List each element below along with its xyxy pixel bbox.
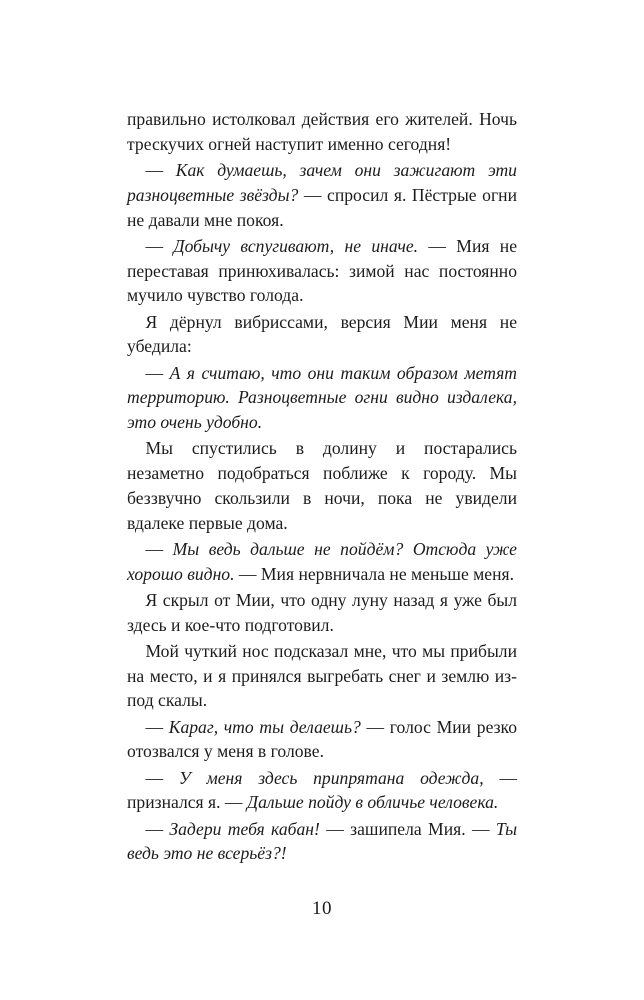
- italic-speech: Задери тебя кабан!: [169, 818, 320, 839]
- text-run: — голос Мии резко отозвался у меня в голове.: [127, 716, 517, 762]
- italic-speech: Мы ведь дальше не пойдём? Отсюда уже хорошо видно.: [127, 538, 517, 584]
- text-run: —: [145, 818, 170, 839]
- text-run: Я дёрнул вибриссами, версия Мии меня не убедила:: [127, 311, 517, 357]
- text-run: Мой чуткий нос подсказал мне, что мы прибыли на место, и я принялся выгребать снег и землю из-под скалы.: [127, 640, 517, 711]
- paragraph: [127, 234, 517, 308]
- text-run: —: [145, 538, 173, 559]
- paragraph: [127, 639, 517, 713]
- text-run: —: [145, 716, 169, 737]
- page-number: 10: [312, 898, 332, 919]
- page-text: [127, 107, 517, 868]
- paragraph: [127, 107, 517, 157]
- paragraph: [127, 588, 517, 638]
- text-run: —: [145, 235, 174, 256]
- paragraph: [127, 436, 517, 535]
- text-run: —: [145, 767, 179, 788]
- paragraph: [127, 310, 517, 360]
- italic-speech: Ты ведь это не всерьёз?!: [127, 818, 517, 864]
- italic-speech: Дальше пойду в обличье человека.: [246, 792, 499, 813]
- text-run: —: [145, 362, 170, 383]
- paragraph: [127, 766, 517, 816]
- text-run: правильно истолковал действия его жителей. Ночь трескучих огней наступит именно сегодня!: [127, 109, 517, 154]
- text-run: — зашипела Мия. —: [319, 818, 496, 839]
- italic-speech: Добычу вспугивают, не иначе.: [173, 235, 419, 256]
- italic-speech: Как думаешь, зачем они зажигают эти разноцветные звёзды?: [127, 160, 517, 205]
- text-run: — Мия нервничала не меньше меня.: [234, 563, 515, 584]
- paragraph: [127, 537, 517, 587]
- text-run: —: [145, 160, 176, 180]
- text-run: — Мия не переставая принюхивалась: зимой нас постоянно мучило чувство голода.: [127, 235, 517, 306]
- paragraph: [127, 361, 517, 435]
- text-run: Мы спустились в долину и постарались незаметно подобраться поближе к городу. Мы беззвучно скользили в ночи, пока не увидели вдалеке первые дома.: [127, 438, 517, 533]
- italic-speech: А я считаю, что они таким образом метят территорию. Разноцветные огни видно издалека, это очень удобно.: [127, 362, 517, 432]
- italic-speech: Караг, что ты делаешь?: [168, 716, 361, 737]
- paragraph: [127, 158, 517, 232]
- italic-speech: У меня здесь припрятана одежда,: [178, 767, 484, 788]
- text-run: — признался я. —: [127, 767, 518, 813]
- paragraph: [127, 715, 517, 765]
- paragraph: [127, 817, 517, 867]
- text-run: — спросил я. Пёстрые огни не давали мне покоя.: [127, 184, 517, 230]
- text-run: Я скрыл от Мии, что одну луну назад я уже был здесь и кое-что подготовил.: [127, 589, 517, 635]
